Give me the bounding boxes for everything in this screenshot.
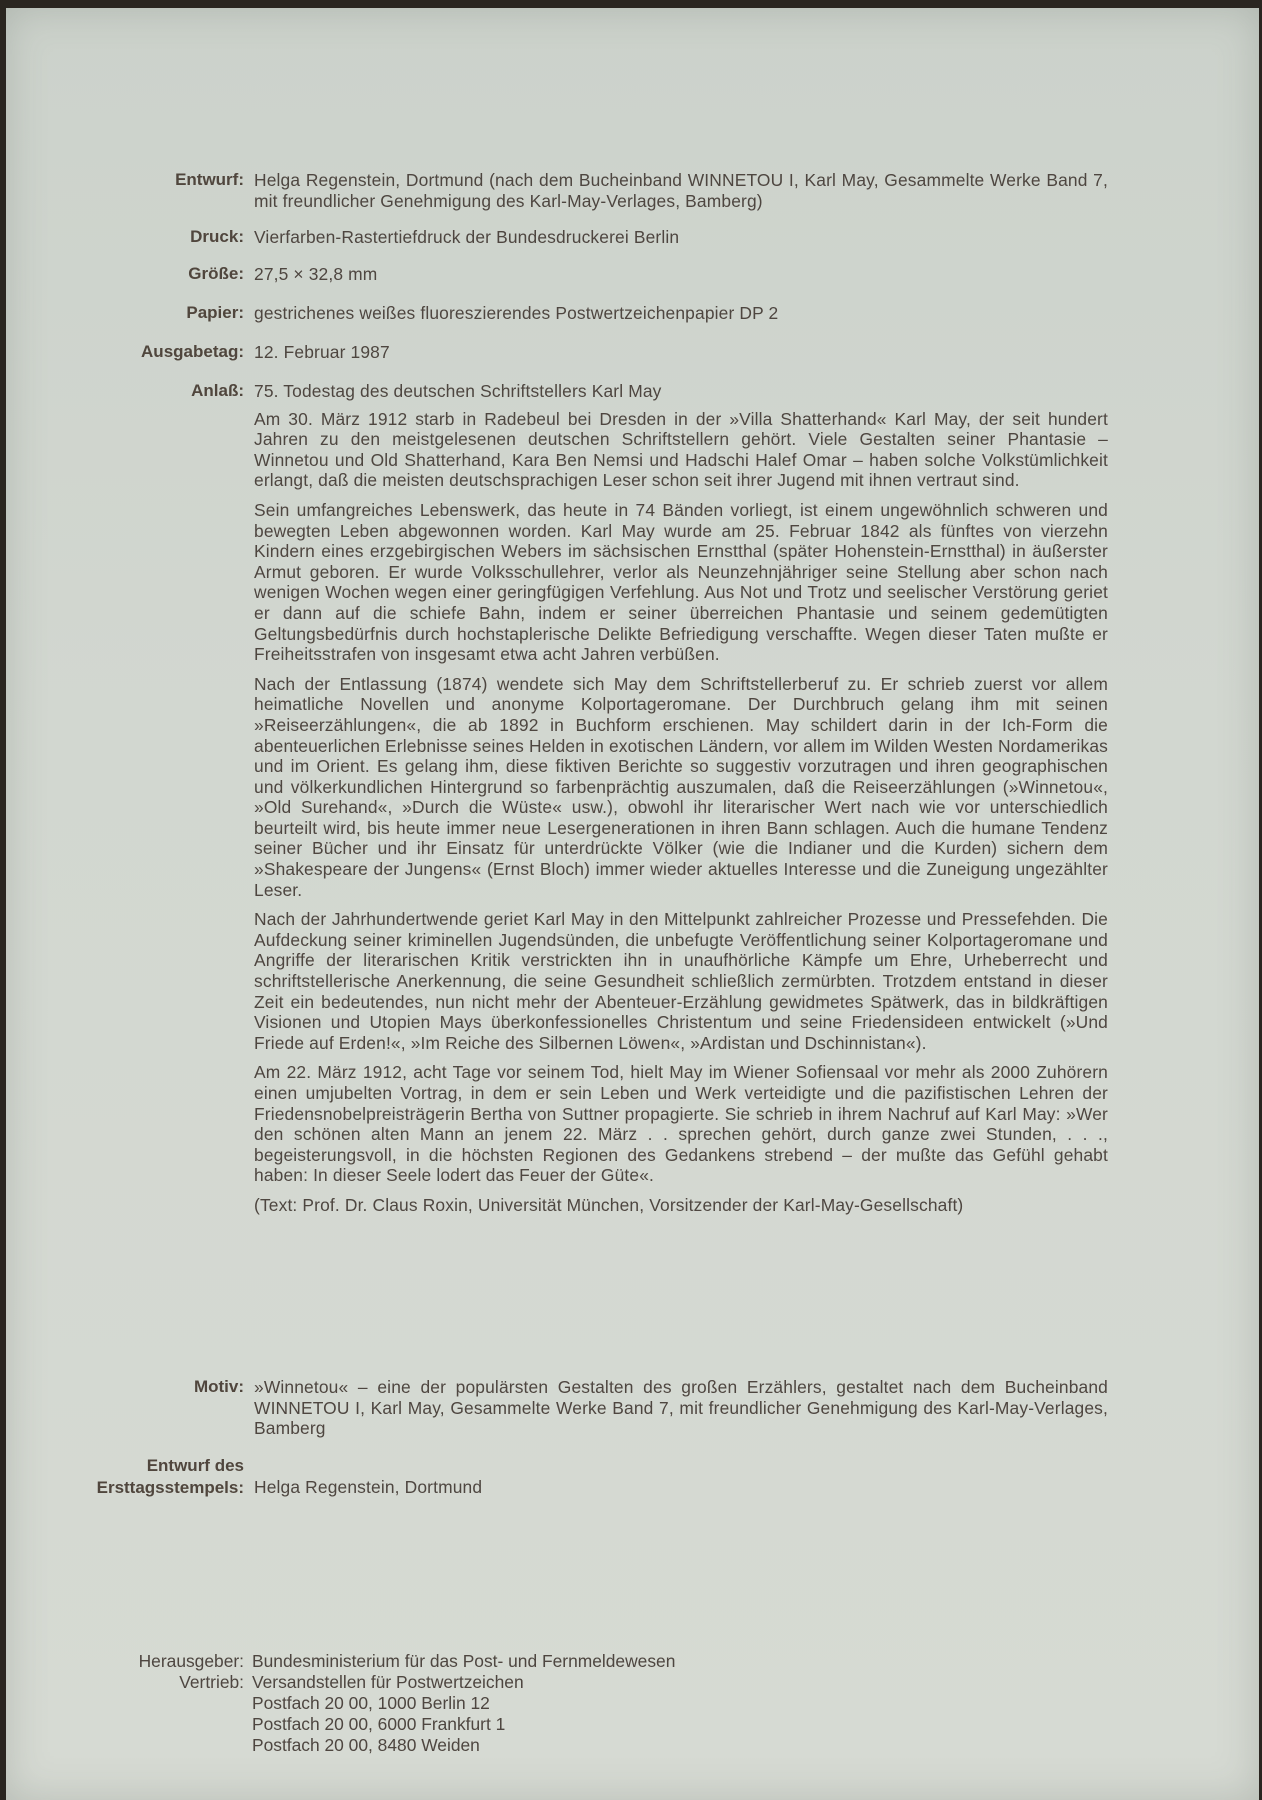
footer-vertrieb-line: Versandstellen für Postwertzeichen <box>252 1672 524 1692</box>
field-label: Größe: <box>188 264 244 283</box>
field-value: gestrichenes weißes fluoreszierendes Postwertzeichenpapier DP 2 <box>254 303 779 323</box>
field-label <box>97 1455 244 1499</box>
text-credit: (Text: Prof. Dr. Claus Roxin, Universität München, Vorsitzender der Karl-May-Gesellschaft) <box>254 1194 964 1215</box>
footer-herausgeber-label: Herausgeber: <box>138 1651 244 1671</box>
paragraph: Sein umfangreiches Lebenswerk, das heute in 74 Bänden vorliegt, ist einem ungewöhnlich schweren und bewegten Leben abgewonnen worden. Karl May wurde am 25. Februar 1842 als fünftes von vierzehn Kindern eines erzgebirgischen Webers im sächsischen Ernstthal (später Hohenstein-Ernstthal) in äußerster Armut geboren. Er wurde Volksschullehrer, verlor als Neunzehnjähriger seine Stellung aber schon nach wenigen Wochen wegen einer geringfügigen Verfehlung. Aus Not und Trotz und seelischer Verstörung geriet er dann auf die schiefe Bahn, indem er seiner überreichen Phantasie und seinem gedemütigten Geltungsbedürfnis durch hochstaplerische Delikte Befriedigung verschaffte. Wegen dieser Taten mußte er Freiheitsstrafen von insgesamt etwa acht Jahren verbüßen. <box>254 499 1108 665</box>
paragraph: Am 30. März 1912 starb in Radebeul bei Dresden in der »Villa Shatterhand« Karl May, der seit hundert Jahren zu den meistgelesenen deutschen Schriftstellern gehört. Viele Gestalten seiner Phantasie – Winnetou und Old Shatterhand, Kara Ben Nemsi und Hadschi Halef Omar – haben solche Volkstümlichkeit erlangt, daß die meisten deutschsprachigen Leser schon seit ihrer Jugend mit ihnen vertraut sind. <box>254 408 1108 491</box>
footer-vertrieb-line: Postfach 20 00, 1000 Berlin 12 <box>252 1693 490 1713</box>
field-label: Ausgabetag: <box>141 342 244 361</box>
field-value: Helga Regenstein, Dortmund (nach dem Bucheinband WINNETOU I, Karl May, Gesammelte Werke Band 7, mit freundlicher Genehmigung des Karl-May-Verlages, Bamberg) <box>254 170 1108 211</box>
anlass-headline: 75. Todestag des deutschen Schriftstellers Karl May <box>254 381 662 401</box>
field-value: 27,5 × 32,8 mm <box>254 264 378 284</box>
field-value <box>254 381 1108 1225</box>
footer-herausgeber-value: Bundesministerium für das Post- und Fernmeldewesen <box>252 1651 676 1671</box>
paragraph: Am 22. März 1912, acht Tage vor seinem Tod, hielt May im Wiener Sofiensaal vor mehr als 2000 Zuhörern einen umjubelten Vortrag, in dem er sein Leben und Werk verteidigte und die pazifistischen Lehren der Friedensnobelpreisträgerin Bertha von Suttner propagierte. Sie schrieb in ihrem Nachruf auf Karl May: »Wer den schönen alten Mann an jenem 22. März . . sprechen gehört, durch ganze zwei Stunden, . . ., begeisterungsvoll, in die höchsten Regionen des Gedankens strebend – der mußte das Gefühl gehabt haben: In dieser Seele lodert das Feuer der Güte«. <box>254 1062 1108 1186</box>
field-value: Helga Regenstein, Dortmund <box>254 1477 483 1497</box>
paragraph: Nach der Entlassung (1874) wendete sich May dem Schriftstellerberuf zu. Er schrieb zuerst vor allem heimatliche Novellen und anonyme Kolportageromane. Der Durchbruch gelang ihm mit seinen »Reiseerzählungen«, die ab 1892 in Buchform erschienen. May schildert darin in der Ich-Form die abenteuerlichen Erlebnisse seines Helden in exotischen Ländern, vor allem im Wilden Westen Nordamerikas und im Orient. Es gelang ihm, diese fiktiven Berichte so suggestiv vorzutragen und ihren geographischen und völkerkundlichen Hintergrund so farbenprächtig auszumalen, daß die Reiseerzählungen (»Winnetou«, »Old Surehand«, »Durch die Wüste« usw.), obwohl ihr literarischer Wert nach wie vor unterschiedlich beurteilt wird, bis heute immer neue Lesergenerationen in ihren Bann schlagen. Auch die humane Tendenz seiner Bücher und ihr Einsatz für unterdrückte Völker (wie die Indianer und die Kurden) sichern dem »Shakespeare der Jungens« (Ernst Bloch) immer wieder aktuelles Interesse und die Zuneigung ungezählter Leser. <box>254 673 1108 900</box>
paragraph: Nach der Jahrhundertwende geriet Karl May in den Mittelpunkt zahlreicher Prozesse und Pressefehden. Die Aufdeckung seiner kriminellen Jugendsünden, die unbefugte Veröffentlichung seiner Kolportageromane und Angriffe der literarischen Kritik verstrickten ihn in unaufhörliche Kämpfe um Ehre, Urheberrecht und schriftstellerische Anerkennung, die seine Gesundheit schließlich zermürbten. Trotzdem entstand in dieser Zeit ein bedeutendes, nun nicht mehr der Abenteuer-Erzählung gewidmetes Spätwerk, das in bildkräftigen Visionen und Utopien Mays überkonfessionelles Christentum und seine Friedensideen entwickelt (»Und Friede auf Erden!«, »Im Reiche des Silbernen Löwen«, »Ardistan und Dschinnistan«). <box>254 909 1108 1053</box>
field-label: Anlaß: <box>191 381 244 400</box>
field-label: Papier: <box>186 303 244 322</box>
field-label: Entwurf: <box>175 170 244 189</box>
field-value: »Winnetou« – eine der populärsten Gestalten des großen Erzählers, gestaltet nach dem Bucheinband WINNETOU I, Karl May, Gesammelte Werke Band 7, mit freundlicher Genehmigung des Karl-May-Verlages, Bamberg <box>254 1377 1108 1439</box>
field-value: 12. Februar 1987 <box>254 342 390 362</box>
field-label-line: Ersttagsstempels: <box>96 1478 244 1497</box>
footer-vertrieb-label: Vertrieb: <box>179 1672 244 1692</box>
footer-vertrieb-line: Postfach 20 00, 8480 Weiden <box>252 1735 480 1755</box>
field-label-line: Entwurf des <box>146 1456 244 1475</box>
field-label: Druck: <box>190 227 244 246</box>
field-label: Motiv: <box>193 1377 244 1396</box>
footer-vertrieb-line: Postfach 20 00, 6000 Frankfurt 1 <box>252 1714 506 1734</box>
document-sheet <box>6 8 1259 1800</box>
field-value: Vierfarben-Rastertiefdruck der Bundesdruckerei Berlin <box>254 227 680 247</box>
